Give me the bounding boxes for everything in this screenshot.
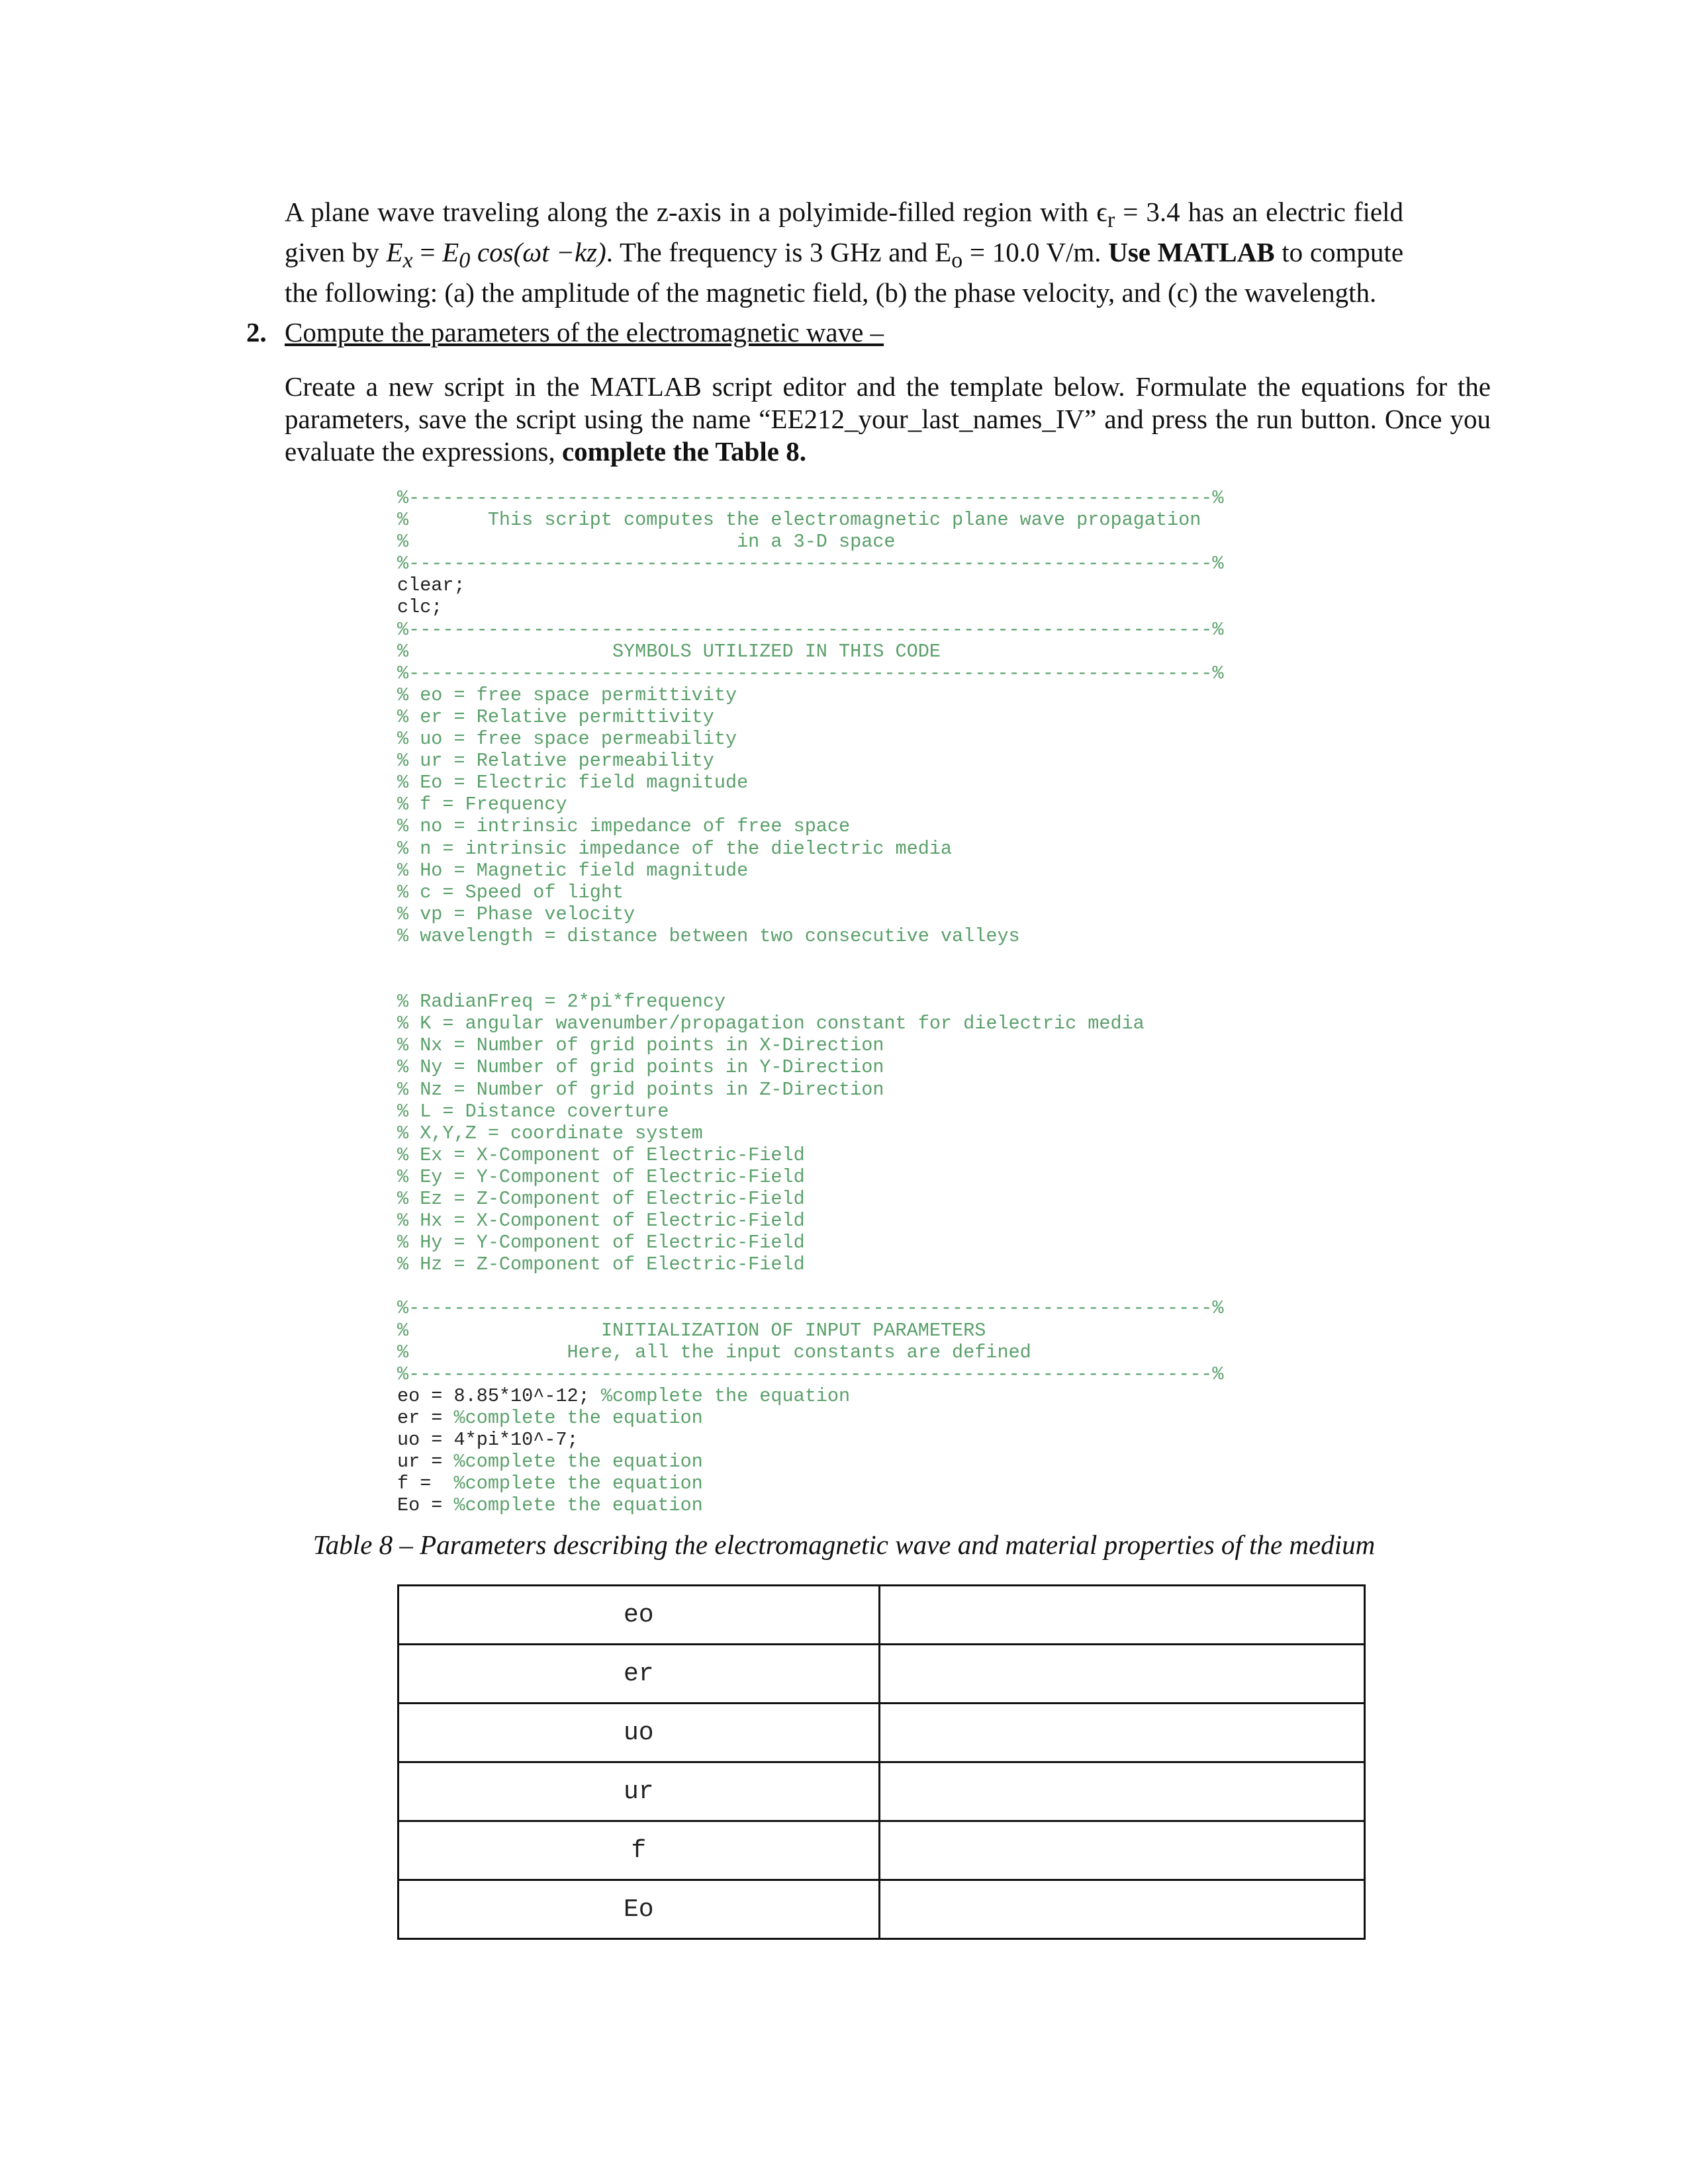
param-value-cell[interactable] bbox=[879, 1586, 1364, 1645]
code-line: % Nz = Number of grid points in Z-Direction bbox=[397, 1078, 884, 1101]
param-value-cell[interactable] bbox=[879, 1762, 1364, 1821]
code-line: eo = 8.85*10^-12; %complete the equation bbox=[397, 1385, 851, 1407]
code-line bbox=[397, 1275, 1271, 1297]
instructions-paragraph bbox=[285, 371, 1491, 468]
code-line: % uo = free space permeability bbox=[397, 728, 737, 751]
param-name-cell: Eo bbox=[399, 1880, 880, 1939]
code-line: % This script computes the electromagnetic plane wave propagation bbox=[397, 509, 1201, 531]
code-line: % in a 3-D space bbox=[397, 531, 896, 553]
intro-text: . The frequency is 3 GHz and E bbox=[606, 237, 952, 268]
question-number: 2. bbox=[246, 317, 267, 347]
table-row bbox=[399, 1762, 1365, 1821]
code-line: % wavelength = distance between two consecutive valleys bbox=[397, 925, 1020, 947]
code-line: %-----------------------------------------------------------------------% bbox=[397, 1363, 1224, 1385]
code-line: clear; bbox=[397, 574, 465, 597]
code-line: er = %complete the equation bbox=[397, 1406, 703, 1429]
param-value-cell[interactable] bbox=[879, 1880, 1364, 1939]
code-line: % no = intrinsic impedance of free space bbox=[397, 815, 851, 838]
code-line: % Ex = X-Component of Electric-Field bbox=[397, 1144, 805, 1166]
table-row bbox=[399, 1586, 1365, 1645]
code-line: % Nx = Number of grid points in X-Direction bbox=[397, 1034, 884, 1057]
code-line: % Here, all the input constants are defined bbox=[397, 1341, 1031, 1363]
e0-var: $E_0$ cos(ωt −kz) bbox=[442, 237, 606, 273]
epsilon-subscript: r bbox=[1107, 208, 1115, 233]
code-line: % Hx = X-Component of Electric-Field bbox=[397, 1210, 805, 1232]
intro-text: = 3.4 has an electric field given by bbox=[285, 197, 1403, 268]
code-line: uo = 4*pi*10^-7; bbox=[397, 1429, 579, 1451]
table-row bbox=[399, 1704, 1365, 1762]
table-caption: Table 8 – Parameters describing the electromagnetic wave and material properties of the medium bbox=[312, 1529, 1376, 1560]
code-line: % INITIALIZATION OF INPUT PARAMETERS bbox=[397, 1319, 986, 1342]
intro-text: to compute the following: (a) the amplitude of the magnetic field, (b) the phase velocity, and (c) the wavelength. bbox=[285, 237, 1404, 308]
code-line: %-----------------------------------------------------------------------% bbox=[397, 662, 1224, 684]
problem-paragraph bbox=[285, 196, 1403, 309]
param-name-cell: f bbox=[399, 1821, 880, 1880]
intro-text: A plane wave traveling along the z-axis in a polyimide-filled region with ϵ bbox=[285, 197, 1107, 227]
code-line: % eo = free space permittivity bbox=[397, 684, 737, 706]
param-name-cell: eo bbox=[399, 1586, 880, 1645]
parameter-table bbox=[397, 1584, 1366, 1940]
code-line: % Ny = Number of grid points in Y-Direction bbox=[397, 1056, 884, 1079]
code-line bbox=[397, 969, 1271, 991]
code-line: %-----------------------------------------------------------------------% bbox=[397, 487, 1224, 509]
code-line: % n = intrinsic impedance of the dielectric media bbox=[397, 837, 953, 860]
table-row bbox=[399, 1821, 1365, 1880]
code-line: %-----------------------------------------------------------------------% bbox=[397, 618, 1224, 641]
code-line: Eo = %complete the equation bbox=[397, 1494, 703, 1517]
use-matlab-bold: Use MATLAB bbox=[1108, 237, 1275, 268]
instructions-text: Create a new script in the MATLAB script editor and the template below. Formulate the equations for the parameters, save the script using the name “EE212_your_last_names_IV” and press the run button. Once you evaluate the expressions, bbox=[285, 371, 1491, 467]
code-line: % Hy = Y-Component of Electric-Field bbox=[397, 1232, 805, 1254]
code-line: %-----------------------------------------------------------------------% bbox=[397, 553, 1224, 575]
code-line: % vp = Phase velocity bbox=[397, 903, 635, 925]
code-line: % Eo = Electric field magnitude bbox=[397, 772, 749, 794]
code-line: %-----------------------------------------------------------------------% bbox=[397, 1297, 1224, 1320]
code-line bbox=[397, 947, 1271, 969]
code-line: % Ey = Y-Component of Electric-Field bbox=[397, 1165, 805, 1188]
param-name-cell: ur bbox=[399, 1762, 880, 1821]
code-line: % f = Frequency bbox=[397, 794, 567, 816]
intro-text: = 10.0 V/m. bbox=[962, 237, 1109, 268]
equals-sign: = bbox=[412, 237, 443, 268]
code-line: % Ho = Magnetic field magnitude bbox=[397, 859, 749, 882]
code-line: % er = Relative permittivity bbox=[397, 705, 714, 728]
problem-statement bbox=[285, 196, 1403, 309]
code-line: clc; bbox=[397, 596, 443, 619]
code-line: % K = angular wavenumber/propagation constant for dielectric media bbox=[397, 1013, 1145, 1035]
table-row bbox=[399, 1645, 1365, 1704]
code-line: % X,Y,Z = coordinate system bbox=[397, 1122, 703, 1144]
param-value-cell[interactable] bbox=[879, 1704, 1364, 1762]
code-line: f = %complete the equation bbox=[397, 1473, 703, 1495]
question-title: Compute the parameters of the electromagnetic wave – bbox=[285, 317, 884, 347]
code-line: % L = Distance coverture bbox=[397, 1100, 669, 1122]
code-line: % ur = Relative permeability bbox=[397, 750, 714, 772]
code-line: % Ez = Z-Component of Electric-Field bbox=[397, 1188, 805, 1210]
question-heading bbox=[246, 316, 884, 349]
ex-var: $E_x$ bbox=[386, 237, 413, 273]
code-line: ur = %complete the equation bbox=[397, 1451, 703, 1473]
param-name-cell: er bbox=[399, 1645, 880, 1704]
param-name-cell: uo bbox=[399, 1704, 880, 1762]
code-line: % c = Speed of light bbox=[397, 881, 624, 903]
param-value-cell[interactable] bbox=[879, 1821, 1364, 1880]
code-line: % SYMBOLS UTILIZED IN THIS CODE bbox=[397, 640, 941, 662]
instructions bbox=[285, 371, 1491, 468]
eo-subscript: o bbox=[951, 248, 963, 273]
code-line: % RadianFreq = 2*pi*frequency bbox=[397, 991, 726, 1013]
table-row bbox=[399, 1880, 1365, 1939]
code-line: % Hz = Z-Component of Electric-Field bbox=[397, 1253, 805, 1276]
instructions-bold: complete the Table 8. bbox=[561, 436, 806, 467]
matlab-code-template bbox=[397, 487, 1271, 1516]
param-value-cell[interactable] bbox=[879, 1645, 1364, 1704]
